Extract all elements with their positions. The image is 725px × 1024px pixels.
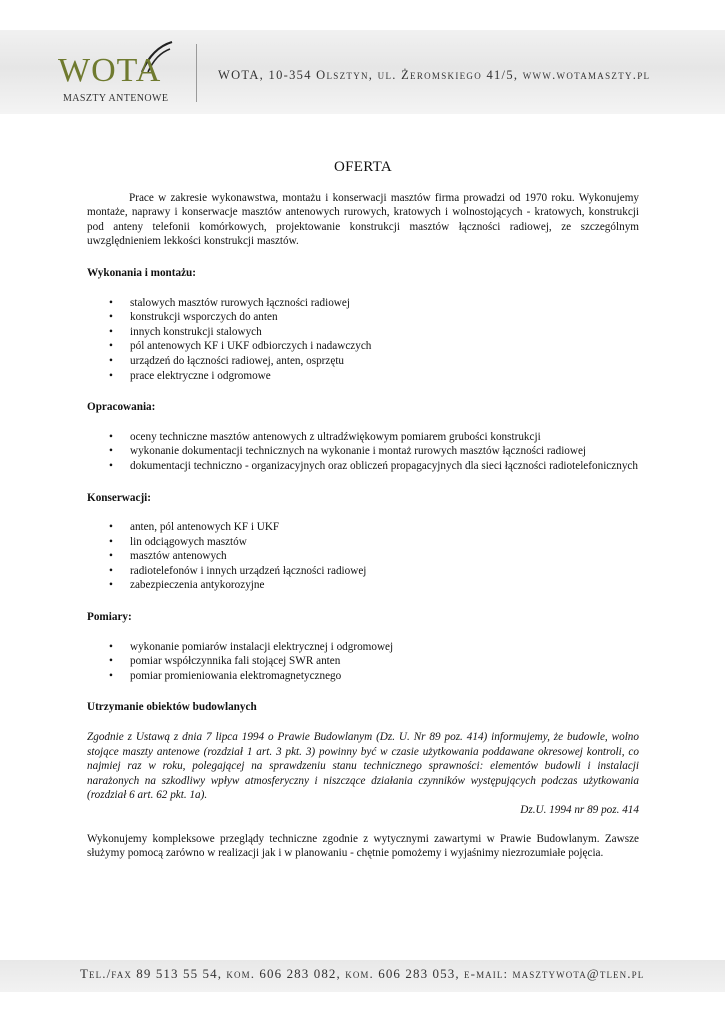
bullet-icon: • — [109, 564, 113, 577]
bullet-icon: • — [109, 550, 113, 563]
list-item: • radiotelefonów i innych urządzeń łączności radiowej — [109, 564, 367, 577]
intro-paragraph: Prace w zakresie wykonawstwa, montażu i konserwacji masztów firma prowadzi od 1970 roku. Wykonujemy montaże, naprawy i konserwacje masztów antenowych rurowych, kratowych i wolnostojących - kratowych, konstrukcji pod anteny telefonii komórkowych, projektowanie konstrukcji masztów łączności radiowej, ze szczególnym uwzględnieniem lekkości konstrukcji masztów. — [87, 191, 639, 248]
section-title-studies: Opracowania: — [87, 401, 156, 414]
header-divider — [196, 44, 197, 102]
header-address: WOTA, 10-354 Olsztyn, ul. Żeromskiego 41/5, www.wotamaszty.pl — [218, 68, 651, 82]
list-item: • pomiar promieniowania elektromagnetycznego — [109, 669, 342, 682]
bullet-icon: • — [109, 340, 113, 353]
logo-wordmark: WOTA — [58, 52, 162, 89]
bullet-icon: • — [109, 459, 113, 472]
list-item: • masztów antenowych — [109, 550, 227, 563]
law-quote: Zgodnie z Ustawą z dnia 7 lipca 1994 o Prawie Budowlanym (Dz. U. Nr 89 poz. 414) informujemy, że budowle, wolno stojące maszty antenowe (rozdział 1 art. 3 pkt. 3) powinny być w czasie użytkowania poddawane okresowej kontroli, co najmiej raz w roku, polegającej na sprawdzeniu stanu technicznego sprawności: elementów budowli i instalacji narażonych na szkodliwy wpływ atmosferyczny i niszczące działania czynników występujących podczas użytkowania (rozdział 6 art. 62 pkt. 1a). — [87, 731, 639, 802]
list-item: • lin odciągowych masztów — [109, 535, 247, 548]
bullet-icon: • — [109, 430, 113, 443]
list-item: • wykonanie pomiarów instalacji elektrycznej i odgromowej — [109, 640, 394, 653]
maintenance-works-list — [87, 520, 639, 593]
company-logo — [58, 40, 188, 104]
logo-tagline: MASZTY ANTENOWE — [63, 93, 169, 104]
bullet-icon: • — [109, 521, 113, 534]
list-item: • urządzeń do łączności radiowej, anten, osprzętu — [109, 354, 345, 367]
section-title-installation: Wykonania i montażu: — [87, 266, 196, 279]
list-item: • dokumentacji techniczno - organizacyjnych oraz obliczeń propagacyjnych dla sieci łączności radiotelefonicznych — [109, 459, 638, 472]
bullet-icon: • — [109, 535, 113, 548]
list-item: • pomiar współczynnika fali stojącej SWR anten — [109, 655, 341, 668]
measurements-list — [87, 640, 639, 684]
bullet-icon: • — [109, 354, 113, 367]
list-item: • oceny techniczne masztów antenowych z ultradźwiękowym pomiarem grubości konstrukcji — [109, 430, 541, 443]
installation-list — [87, 296, 639, 384]
list-item: • prace elektryczne i odgromowe — [109, 369, 271, 382]
bullet-icon: • — [109, 655, 113, 668]
document-body — [87, 160, 639, 861]
bullet-icon: • — [109, 640, 113, 653]
section-title-building-upkeep: Utrzymanie obiektów budowlanych — [87, 701, 257, 714]
bullet-icon: • — [109, 296, 113, 309]
list-item: • wykonanie dokumentacji technicznych na wykonanie i montaż rurowych masztów łączności radiowej — [109, 445, 587, 458]
section-title-measurements: Pomiary: — [87, 611, 132, 624]
list-item: • stalowych masztów rurowych łączności radiowej — [109, 296, 350, 309]
bullet-icon: • — [109, 325, 113, 338]
bullet-icon: • — [109, 669, 113, 682]
bullet-icon: • — [109, 311, 113, 324]
page-title: OFERTA — [333, 159, 393, 175]
bullet-icon: • — [109, 369, 113, 382]
bullet-icon: • — [109, 445, 113, 458]
law-reference: Dz.U. 1994 nr 89 poz. 414 — [520, 804, 639, 816]
bullet-icon: • — [109, 579, 113, 592]
studies-list — [87, 430, 639, 474]
list-item: • zabezpieczenia antykorozyjne — [109, 579, 265, 592]
list-item: • innych konstrukcji stalowych — [109, 325, 262, 338]
list-item: • anten, pól antenowych KF i UKF — [109, 521, 280, 534]
section-title-maintenance-works: Konserwacji: — [87, 491, 152, 504]
closing-paragraph: Wykonujemy kompleksowe przeglądy techniczne zgodnie z wytycznymi zawartymi w Prawie Budowlanym. Zawsze służymy pomocą zarówno w realizacji jak i w planowaniu - chętnie pomożemy i wyjaśnimy niezrozumiałe pojęcia. — [87, 832, 639, 860]
list-item: • pól antenowych KF i UKF odbiorczych i nadawczych — [109, 340, 372, 353]
footer-contact: Tel./fax 89 513 55 54, kom. 606 283 082, kom. 606 283 053, e-mail: masztywota@tlen.pl — [80, 966, 645, 981]
list-item: • konstrukcji wsporczych do anten — [109, 311, 278, 324]
